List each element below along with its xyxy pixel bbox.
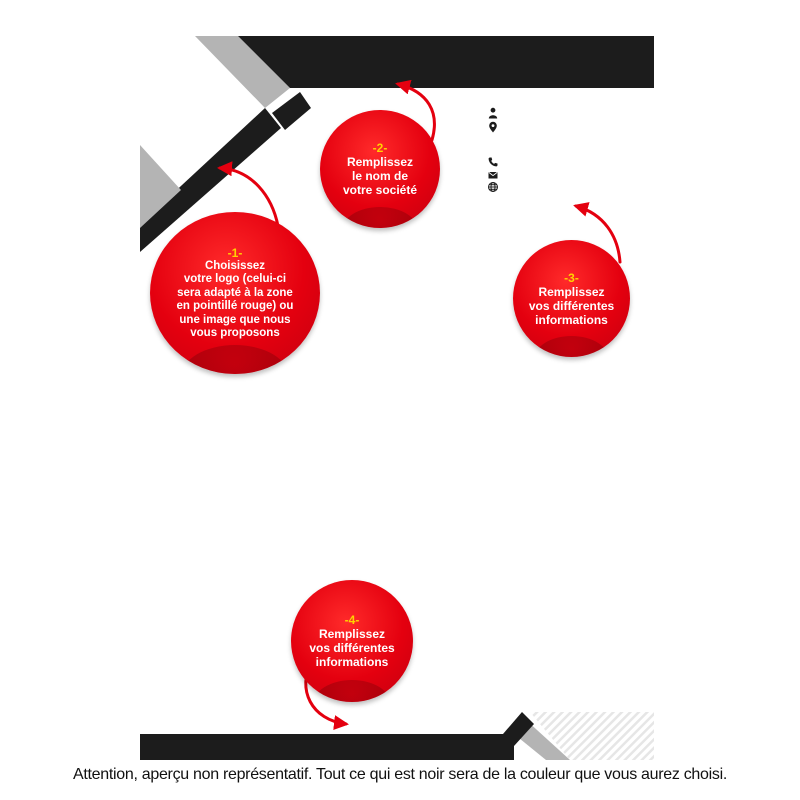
step-3-text: Remplissez vos différentes informations (528, 284, 615, 327)
step-2-number: -2- (372, 141, 388, 155)
step-4-text: Remplissez vos différentes informations (309, 627, 395, 669)
step-1-text: Choisissez votre logo (celui-ci sera adapté à la zone en pointillé rouge) ou une image que nous vous proposons (176, 259, 294, 339)
step-2-bubble (320, 110, 440, 228)
step-1-number: -1- (227, 245, 243, 260)
step-4-number: -4- (344, 613, 360, 627)
footer-disclaimer: Attention, aperçu non représentatif. Tout ce qui est noir sera de la couleur que vous aurez choisi. (73, 766, 727, 783)
step-1-bubble (150, 212, 320, 374)
user-icon (487, 107, 499, 119)
location-pin-icon (487, 121, 499, 133)
step-4-bubble (291, 580, 413, 702)
top-black-bar (238, 36, 654, 88)
bottom-black-bar (140, 734, 514, 760)
bottom-decoration (140, 712, 654, 760)
phone-icon (487, 156, 499, 168)
step-3-number: -3- (564, 270, 579, 285)
step-3-bubble (513, 240, 630, 357)
envelope-icon (487, 169, 499, 181)
step-2-text: Remplissez le nom de votre société (342, 155, 418, 197)
globe-icon (487, 181, 499, 193)
